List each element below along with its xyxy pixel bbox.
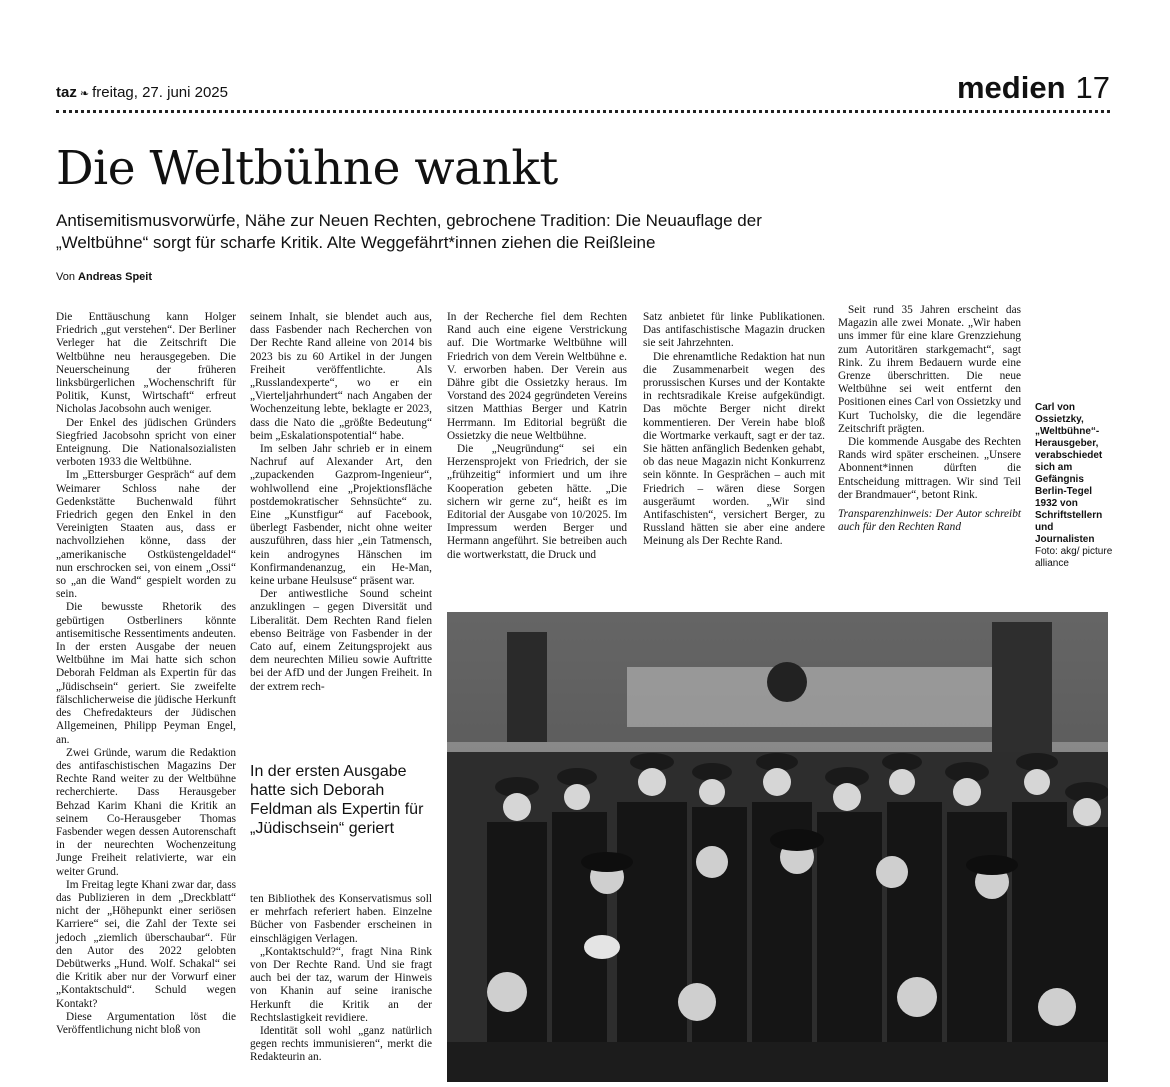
dotted-divider [56,110,1110,113]
paragraph: ten Bibliothek des Konservatismus soll er mehrfach referiert haben. Einzelne Bücher von Fasbender erscheinen in einschlägigen Verlagen. [250,893,432,945]
paragraph: Die ehrenamtliche Redaktion hat nun die Zusammenarbeit wegen des prorussischen Kurses und der Kontakte in rechtsradikale Kreise aufgekündigt. Das möchte Berger nicht direkt kommentieren. Der Verein habe bloß die Wortmarke verkauft, sagt er der taz. Sie hätten anfänglich Bedenken gehabt, ob das neue Magazin nicht Konkurrenz sein könnte. In Gesprächen – auch mit Friedrich – wären diese Sorgen ausgeräumt worden. „Wir sind Antifaschisten“, versichert Berger, zu Russland hätten sie aber eine andere Meinung als Der Rechte Rand. [643,350,825,548]
masthead-left [56,84,228,101]
paragraph: Die „Neugründung“ sei ein Herzensprojekt von Friedrich, der sie „frühzeitig“ informiert und um ihre Kooperation gebeten hätte. „Die sichern wir gerne zu“, heißt es im Editorial der Ausgabe von 10/2025. Im Impressum werden Berger und Hermann angeführt. Sie betreiben auch die wortwerkstatt, die Druck und [447,443,627,561]
byline-prefix: Von [56,271,75,283]
paragraph: Satz anbietet für linke Publikationen. Das antifaschistische Magazin drucken sie seit Jahrzehnten. [643,311,825,350]
author-name: Andreas Speit [78,271,152,283]
paragraph: „Kontaktschuld?“, fragt Nina Rink von Der Rechte Rand. Und sie fragt auch bei der taz, warum der Hinweis von Khanin auf seine iranische Herkunft die Kritik an der Rechtslastigkeit revidiere. [250,945,432,1024]
paragraph: Seit rund 35 Jahren erscheint das Magazin alle zwei Monate. „Wir haben uns immer für eine klare Grenzziehung zum Autoritären starkgemacht“, sagt Rink. Zu ihrem Bedauern wurde eine Grenze überschritten. Die neue Weltbühne sei weit entfernt den Positionen eines Carl von Ossietzky und Kurt Tucholsky, die die legendäre Zeitschrift prägten. [838,304,1021,435]
caption-text: Carl von Ossietzky, „Weltbühne“-Herausgeber, verabschiedet sich am Gefängnis Berlin-Tegel 1932 von Schriftstellern und Journalisten [1035,402,1103,545]
paragraph: In der Recherche fiel dem Rechten Rand auch eine eigene Verstrickung auf. Die Wortmarke Weltbühne will Friedrich von dem Verein Weltbühne e. V. erworben haben. Der Verein aus Dähre gibt die Ossietzky heraus. Im Vorstand des 2024 gegründeten Vereins sitzen Matthias Berger und Katrin Herrmann. Im Editorial begrüßt die Ossietzky die neue Weltbühne. [447,311,627,442]
paragraph: Die bewusste Rhetorik des gebürtigen Ostberliners könnte antisemitische Ressentiments andeuten. In der ersten Ausgabe der neuen Weltbühne im Mai hatte sich schon Deborah Feldman als Expertin für das „Jüdischsein“ geriert. Sie zweifelte fälschlicherweise die jüdische Herkunft des Chefredakteurs der Jüdischen Allgemeinen, Philipp Peyman Engel, an. [56,601,236,746]
column-3 [447,311,627,562]
paragraph: Zwei Gründe, warum die Redaktion des antifaschistischen Magazins Der Rechte Rand weiter zu der Weltbühne recherchierte. Dass Herausgeber Behzad Karim Khani die Kritik an seinem Co-Herausgeber Thomas Fasbender wegen dessen Autorenschaft in der neurechten Wochenzeitung Junge Freiheit relativierte, war ein weiter Grund. [56,746,236,878]
taz-logo: taz [56,84,77,101]
paragraph: Diese Argumentation löst die Veröffentlichung nicht bloß von [56,1010,236,1036]
paragraph: Im „Ettersburger Gespräch“ auf dem Weimarer Schloss nahe der Gedenkstätte Buchenwald führt Friedrich gegen den Enkel in den Vereinigten Staaten aus, dass er nachvollziehen könne, dass der „amerikanische Ostküstengeldadel“ nun erschrocken sei, von einem „Ossi“ so „an die Wand“ gespielt worden zu sein. [56,469,236,601]
paragraph: seinem Inhalt, sie blendet auch aus, dass Fasbender nach Recherchen von Der Rechte Rand alleine von 2014 bis 2023 bis zu 60 Artikel in der Jungen Freiheit veröffentlichte. Als „Russlandexperte“, wo er ein „Vierteljahrhundert“ nach Angaben der Wochenzeitung lebte, beklagte er 2023, dass die Nato die „größte Bedeutung“ beim „Eskalationspotential“ habe. [250,311,432,442]
paragraph: Die kommende Ausgabe des Rechten Rands wird später erscheinen. „Unsere Abonnent*innen dürften die Entscheidung mittragen. Wir sind Teil der Brandmauer“, betont Rink. [838,436,1021,501]
article-subheadline: Antisemitismusvorwürfe, Nähe zur Neuen Rechten, gebrochene Tradition: Die Neuauflage der „Weltbühne“ sorgt für scharfe Kritik. Alte Weggefährt*innen ziehen die Reißleine [56,211,762,252]
masthead [56,70,1110,106]
masthead-right [957,70,1110,106]
paragraph: Im Freitag legte Khani zwar dar, dass das Publizieren in dem „Dreckblatt“ nicht der „Höhepunkt einer seriösen Karriere“ sei, die Zahl der Texte sei jedoch „ziemlich überschaubar“. Für den Autor des 2022 gelobten Debütwerks „Hund. Wolf. Schakal“ sei die Kritik aber nur der Vorwurf einer „Kontaktschuld“. Schuld wegen Kontakt? [56,878,236,1010]
page-number: 17 [1075,70,1110,105]
photo-credit: Foto: akg/ picture alliance [1035,546,1113,569]
crowd-photo-illustration [447,612,1108,1082]
pull-quote: In der ersten Ausgabe hatte sich Deborah Feldman als Expertin für „Jüdischsein“ geriert [250,763,424,837]
column-1 [56,311,236,1037]
article-headline: Die Weltbühne wankt [56,141,558,196]
issue-date: freitag, 27. juni 2025 [92,84,228,101]
column-2-lower [250,893,432,1065]
column-2 [250,311,432,694]
crowd-photo [447,612,1108,1082]
paragraph: Die Enttäuschung kann Holger Friedrich „gut verstehen“. Der Berliner Verleger hat die Zeitschrift Die Weltbühne neu herausgegeben. Die Neuerscheinung der früheren linksbürgerlichen „Wochenschrift für Politik, Kunst, Wirtschaft“ erfreut Nicholas Jacobsohn auch weniger. [56,311,236,416]
taz-paw-icon: ❧ [79,88,90,100]
paragraph: Identität soll wohl „ganz natürlich gegen rechts immunisieren“, merkt die Redakteurin an. [250,1025,432,1064]
column-5 [838,304,1021,534]
photo-caption [1035,402,1115,570]
section-name: medien [956,70,1066,105]
transparency-note: Transparenzhinweis: Der Autor schreibt auch für den Rechten Rand [838,508,1021,534]
paragraph: Der antiwestliche Sound scheint anzuklingen – gegen Diversität und Liberalität. Dem Rechten Rand fielen ebenso Beiträge von Fasbender in der Cato auf, einem Zeitungsprojekt aus dem neurechten Milieu sowie Auftritte bei der AfD und der Jungen Freiheit. In der extrem rech- [250,588,432,693]
paragraph: Im selben Jahr schrieb er in einem Nachruf auf Alexander Art, den „zupackenden Gazprom-Ingenieur“, wohlwollend eine „Projektionsfläche postdemokratischer Sehnsüchte“ zu. Eine „Kunstfigur“ auf Facebook, überlegt Fasbender, nicht ohne weiter auszuführen, dass hier „ein Tatmensch, kein androgynes Hänschen im Konfirmandenanzug, ein He-Man, keine urbane Heulsuse“ präsent war. [250,443,432,588]
paragraph: Der Enkel des jüdischen Gründers Siegfried Jacobsohn spricht von einer Enteignung. Die Nationalsozialisten verboten 1933 die Weltbühne. [56,416,236,469]
column-4 [643,311,825,549]
byline [56,271,152,283]
